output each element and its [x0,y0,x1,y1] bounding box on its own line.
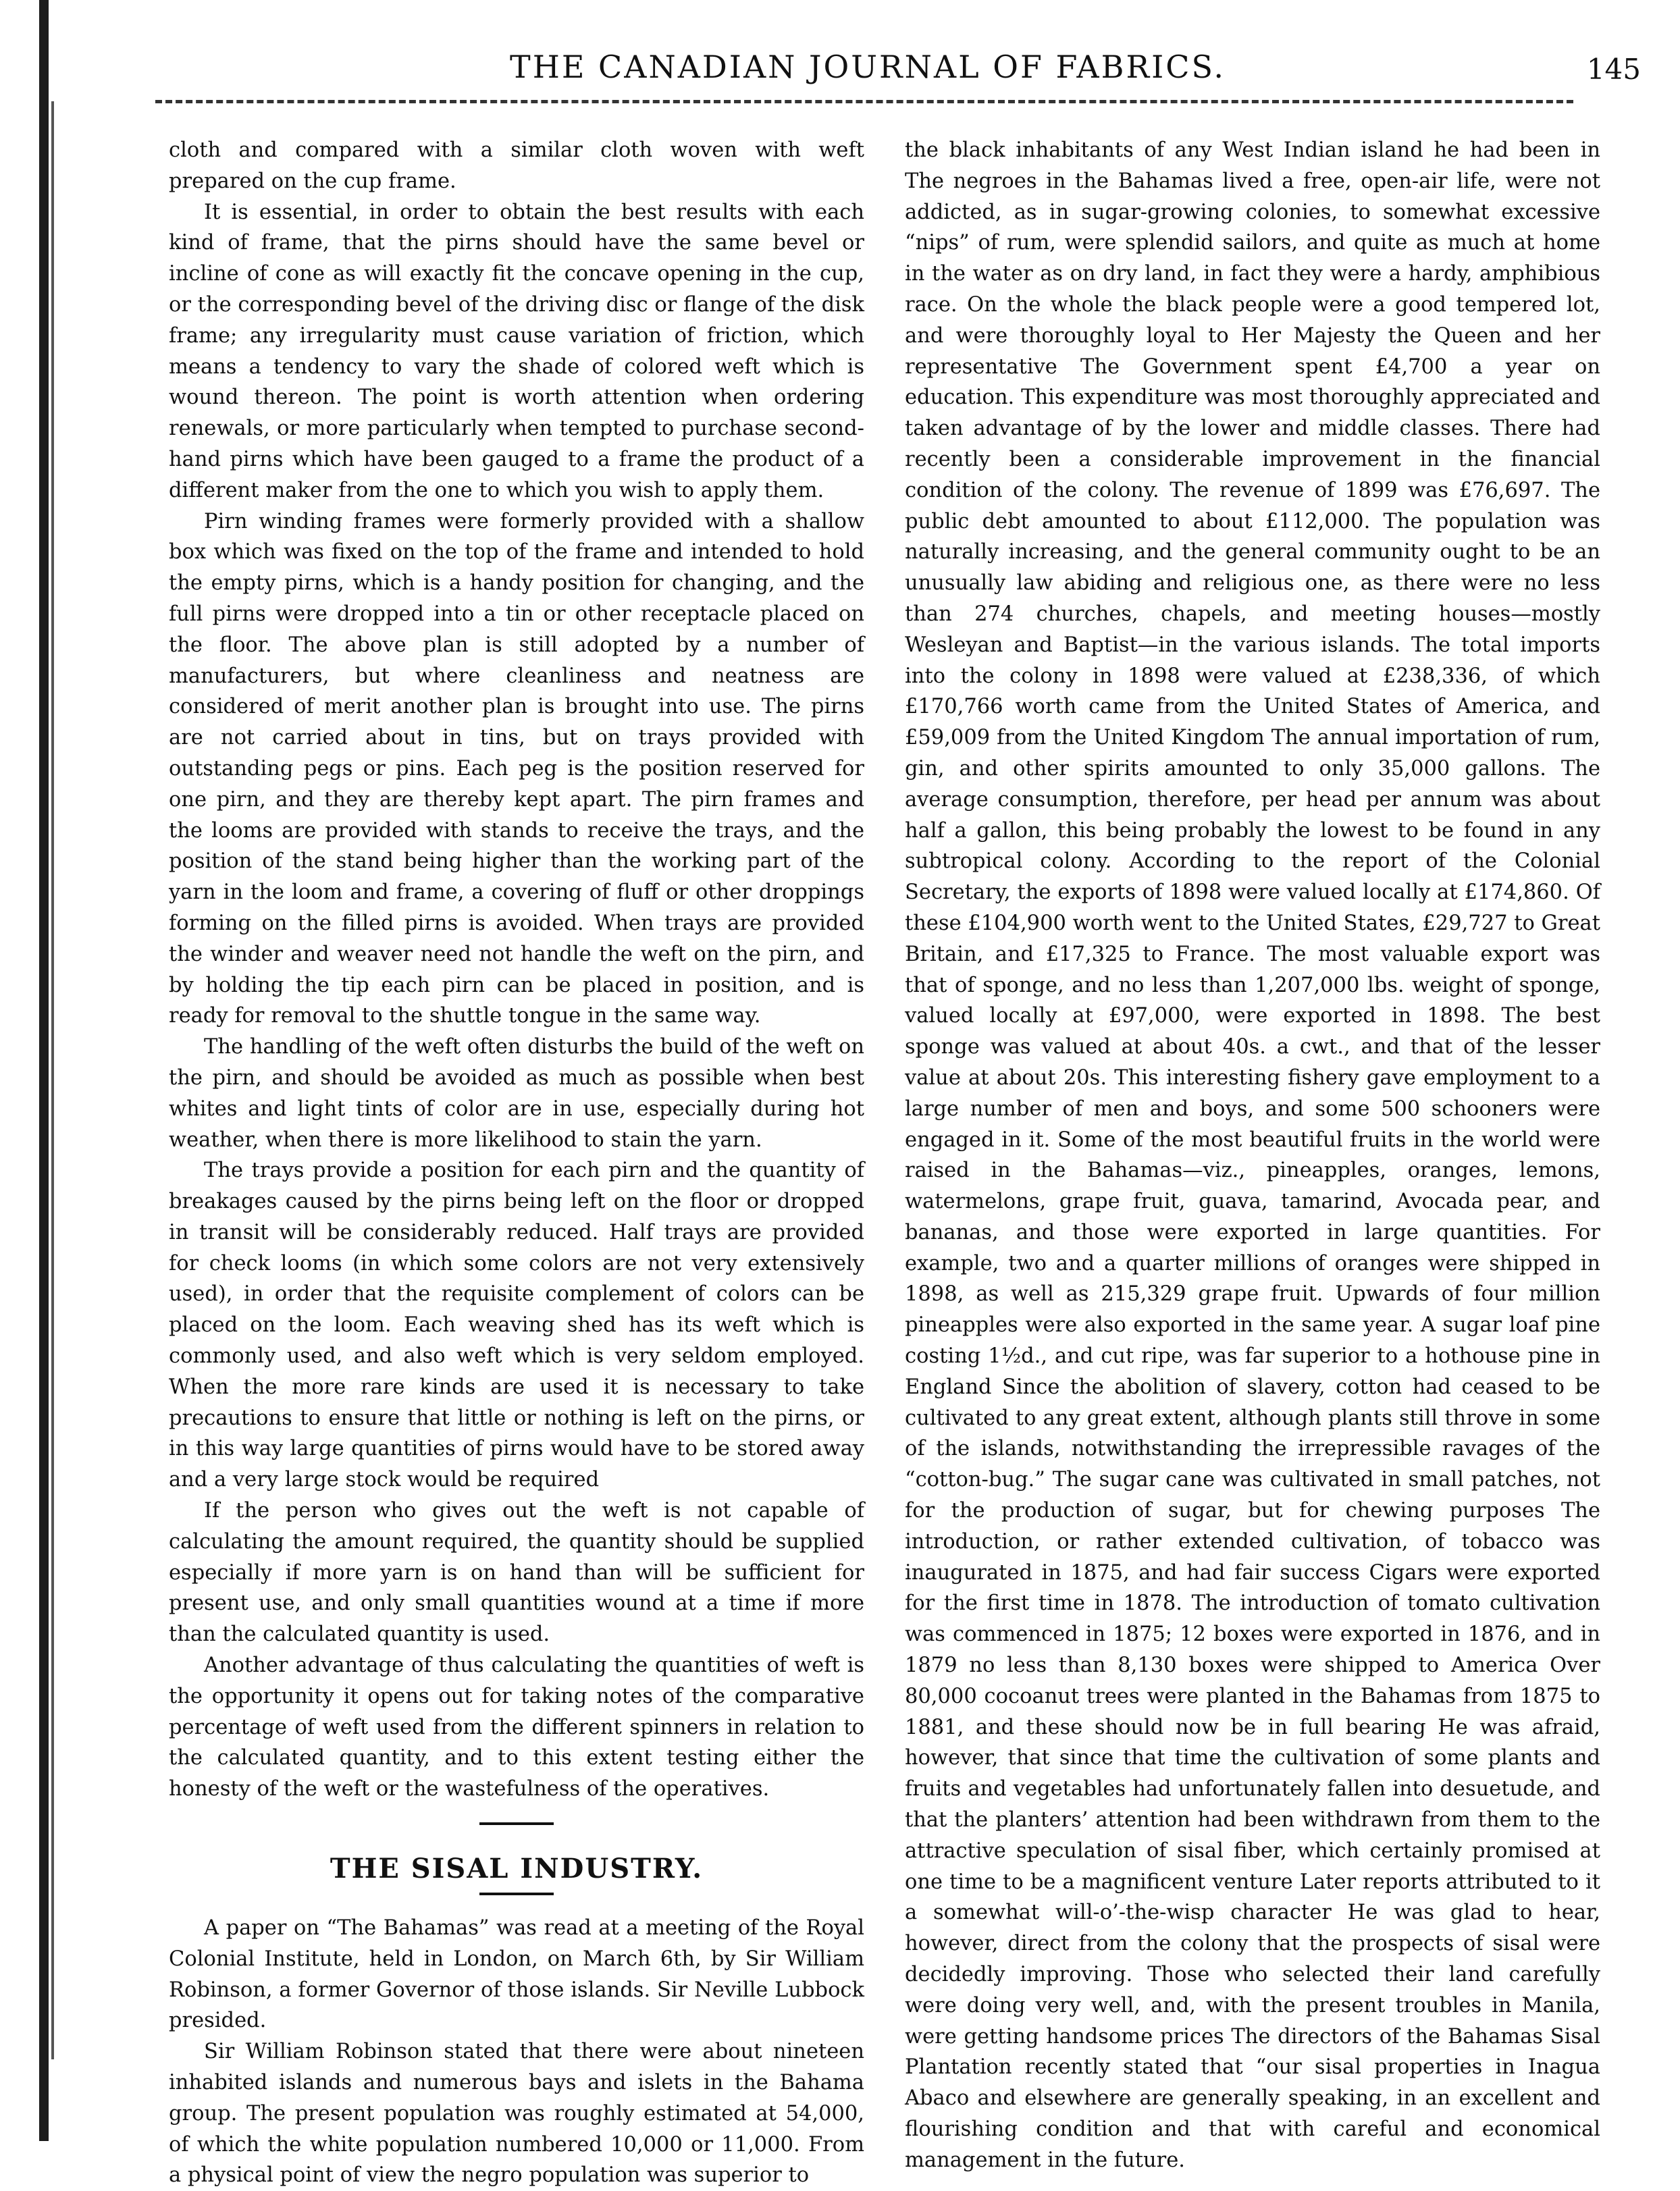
section-divider [479,1822,554,1825]
paragraph: Another advantage of thus calculating the quantities of weft is the opportunity it opens out for taking notes of the comparative percentage of weft used from the different spinners in relation to the calculated quantity, and to this extent testing either the honesty of the weft or the wastefulness of the operatives. [169,1654,864,1801]
section-heading: THE SISAL INDUSTRY. [330,1853,704,1885]
paragraph: If the person who gives out the weft is not capable of calculating the amount required, the quantity should be supplied especially if more yarn is on hand than will be sufficient for present use, and only small quantities wound at a time if more than the calculated quantity is used. [169,1499,864,1647]
paragraph: The trays provide a position for each pirn and the quantity of breakages caused by the pirns being left on the floor or dropped in transit will be considerably reduced. Half trays are provided for check looms (in which some colors are not very extensively used), in order that the requisite complement of colors can be placed on the loom. Each weaving shed has its weft which is commonly used, and also weft which is very seldom employed. When the more rare kinds are used it is necessary to take precautions to ensure that little or nothing is left on the pirns, or in this way large quantities of pirns would have to be stored away and a very large stock would be required [169,1159,864,1492]
paragraph: The handling of the weft often disturbs the build of the weft on the pirn, and should be avoided as much as possible when best whites and light tints of color are in use, especially during hot weather, when there is more likelihood to stain the yarn. [169,1035,864,1152]
page-header [81,49,1654,103]
page-number: 145 [1586,53,1641,86]
paragraph: It is essential, in order to obtain the best results with each kind of frame, that the pirns should have the same bevel or incline of cone as will exactly fit the concave opening in the cup, or the corresponding bevel of the driving disc or flange of the disk frame; any irregularity must cause variation of friction, which means a tendency to vary the shade of colored weft which is wound thereon. The point is worth attention when ordering renewals, or more particularly when tempted to purchase second-hand pirns which have been gauged to a frame the product of a different maker from the one to which you wish to apply them. [169,200,864,502]
binding-edge [39,0,49,2141]
paragraph: the black inhabitants of any West Indian island he had been in The negroes in the Bahamas lived a free, open-air life, were not addicted, as in sugar-growing colonies, to somewhat excessive “nips” of rum, were splendid sailors, and quite as much at home in the water as on dry land, in fact they were a hardy, amphibious race. On the whole the black people were a good tempered lot, and were thoroughly loyal to Her Majesty the Queen and her representative The Government spent £4,700 a year on education. This expenditure was most thoroughly appreciated and taken advantage of by the lower and middle classes. There had recently been a considerable improvement in the financial condition of the colony. The revenue of 1899 was £76,697. The public debt amounted to about £112,000. The population was naturally increasing, and the general community ought to be an unusually law abiding and religious one, as there were no less than 274 churches, chapels, and meeting houses—mostly Wesleyan and Baptist—in the various islands. The total imports into the colony in 1898 were valued at £238,336, of which £170,766 worth came from the United States of America, and £59,009 from the United Kingdom The annual importation of rum, gin, and other spirits amounted to only 35,000 gallons. The average consumption, therefore, per head per annum was about half a gallon, this being probably the lowest to be found in any subtropical colony. According to the report of the Colonial Secretary, the exports of 1898 were valued locally at £174,860. Of these £104,900 worth went to the United States, £29,727 to Great Britain, and £17,325 to France. The most valuable export was that of sponge, and no less than 1,207,000 lbs. weight of sponge, valued locally at £97,000, were exported in 1898. The best sponge was valued at about 40s. a cwt., and that of the lesser value at about 20s. This interesting fishery gave employment to a large number of men and boys, and some 500 schooners were engaged in it. Some of the most beautiful fruits in the world were raised in the Bahamas—viz., pineapples, oranges, lemons, watermelons, grape fruit, guava, tamarind, Avocada pear, and bananas, and those were exported in large quantities. For example, two and a quarter millions of oranges were shipped in 1898, as well as 215,329 grape fruit. Upwards of four million pineapples were also exported in the same year. A sugar loaf pine costing 1½d., and cut ripe, was far superior to a hothouse pine in England Since the abolition of slavery, cotton had ceased to be cultivated to any great extent, although plants still throve in some of the islands, notwithstanding the irrepressible ravages of the “cotton-bug.” The sugar cane was cultivated in small patches, not for the production of sugar, but for chewing purposes The introduction, or rather extended cultivation, of tobacco was inaugurated in 1875, and had fair success Cigars were exported for the first time in 1878. The introduction of tomato cultivation was commenced in 1875; 12 boxes were exported in 1876, and in 1879 no less than 8,130 boxes were shipped to America Over 80,000 cocoanut trees were planted in the Bahamas from 1875 to 1881, and these should now be in full bearing He was afraid, however, that since that time the cultivation of some plants and fruits and vegetables had unfortunately fallen into desuetude, and that the planters’ attention had been withdrawn from them to the attractive speculation of sisal fiber, which certainly promised at one time to be a magnificent venture Later reports attributed to it a somewhat will-o’-the-wisp character He was glad to hear, however, direct from the colony that the prospects of sisal were decidedly improving. Those who selected their land carefully were doing very well, and, with the present troubles in Manila, were getting handsome prices The directors of the Bahamas Sisal Plantation recently stated that “our sisal properties in Inagua Abaco and elsewhere are generally speaking, in an excellent and flourishing condition and that with careful and economical management in the future. [905,138,1600,2172]
running-title: THE CANADIAN JOURNAL OF FABRICS. [510,49,1226,85]
paragraph: cloth and compared with a similar cloth woven with weft prepared on the cup frame. [169,138,864,193]
binding-edge-shadow [51,101,54,2059]
paragraph: Sir William Robinson stated that there were about nineteen inhabited islands and numerous bays and islets in the Bahama group. The present population was roughly estimated at 54,000, of which the white population numbered 10,000 or 11,000. From a physical point of view the negro population was superior to [169,2040,864,2188]
section-divider [479,1893,554,1895]
left-column [169,135,864,2191]
paragraph: Pirn winding frames were formerly provided with a shallow box which was fixed on the top of the frame and intended to hold the empty pirns, which is a handy position for changing, and the full pirns were dropped into a tin or other receptacle placed on the floor. The above plan is still adopted by a number of manufacturers, but where cleanliness and neatness are considered of merit another plan is brought into use. The pirns are not carried about in tins, but on trays provided with outstanding pegs or pins. Each peg is the position reserved for one pirn, and they are thereby kept apart. The pirn frames and the looms are provided with stands to receive the trays, and the position of the stand being higher than the working part of the yarn in the loom and frame, a covering of fluff or other droppings forming on the filled pirns is avoided. When trays are provided the winder and weaver need not handle the weft on the pirn, and by holding the tip each pirn can be placed in position, and is ready for removal to the shuttle tongue in the same way. [169,509,864,1028]
paragraph: A paper on “The Bahamas” was read at a meeting of the Royal Colonial Institute, held in London, on March 6th, by Sir William Robinson, a former Governor of those islands. Sir Neville Lubbock presided. [169,1916,864,2033]
header-rule [155,100,1573,103]
right-column [905,135,1600,2176]
